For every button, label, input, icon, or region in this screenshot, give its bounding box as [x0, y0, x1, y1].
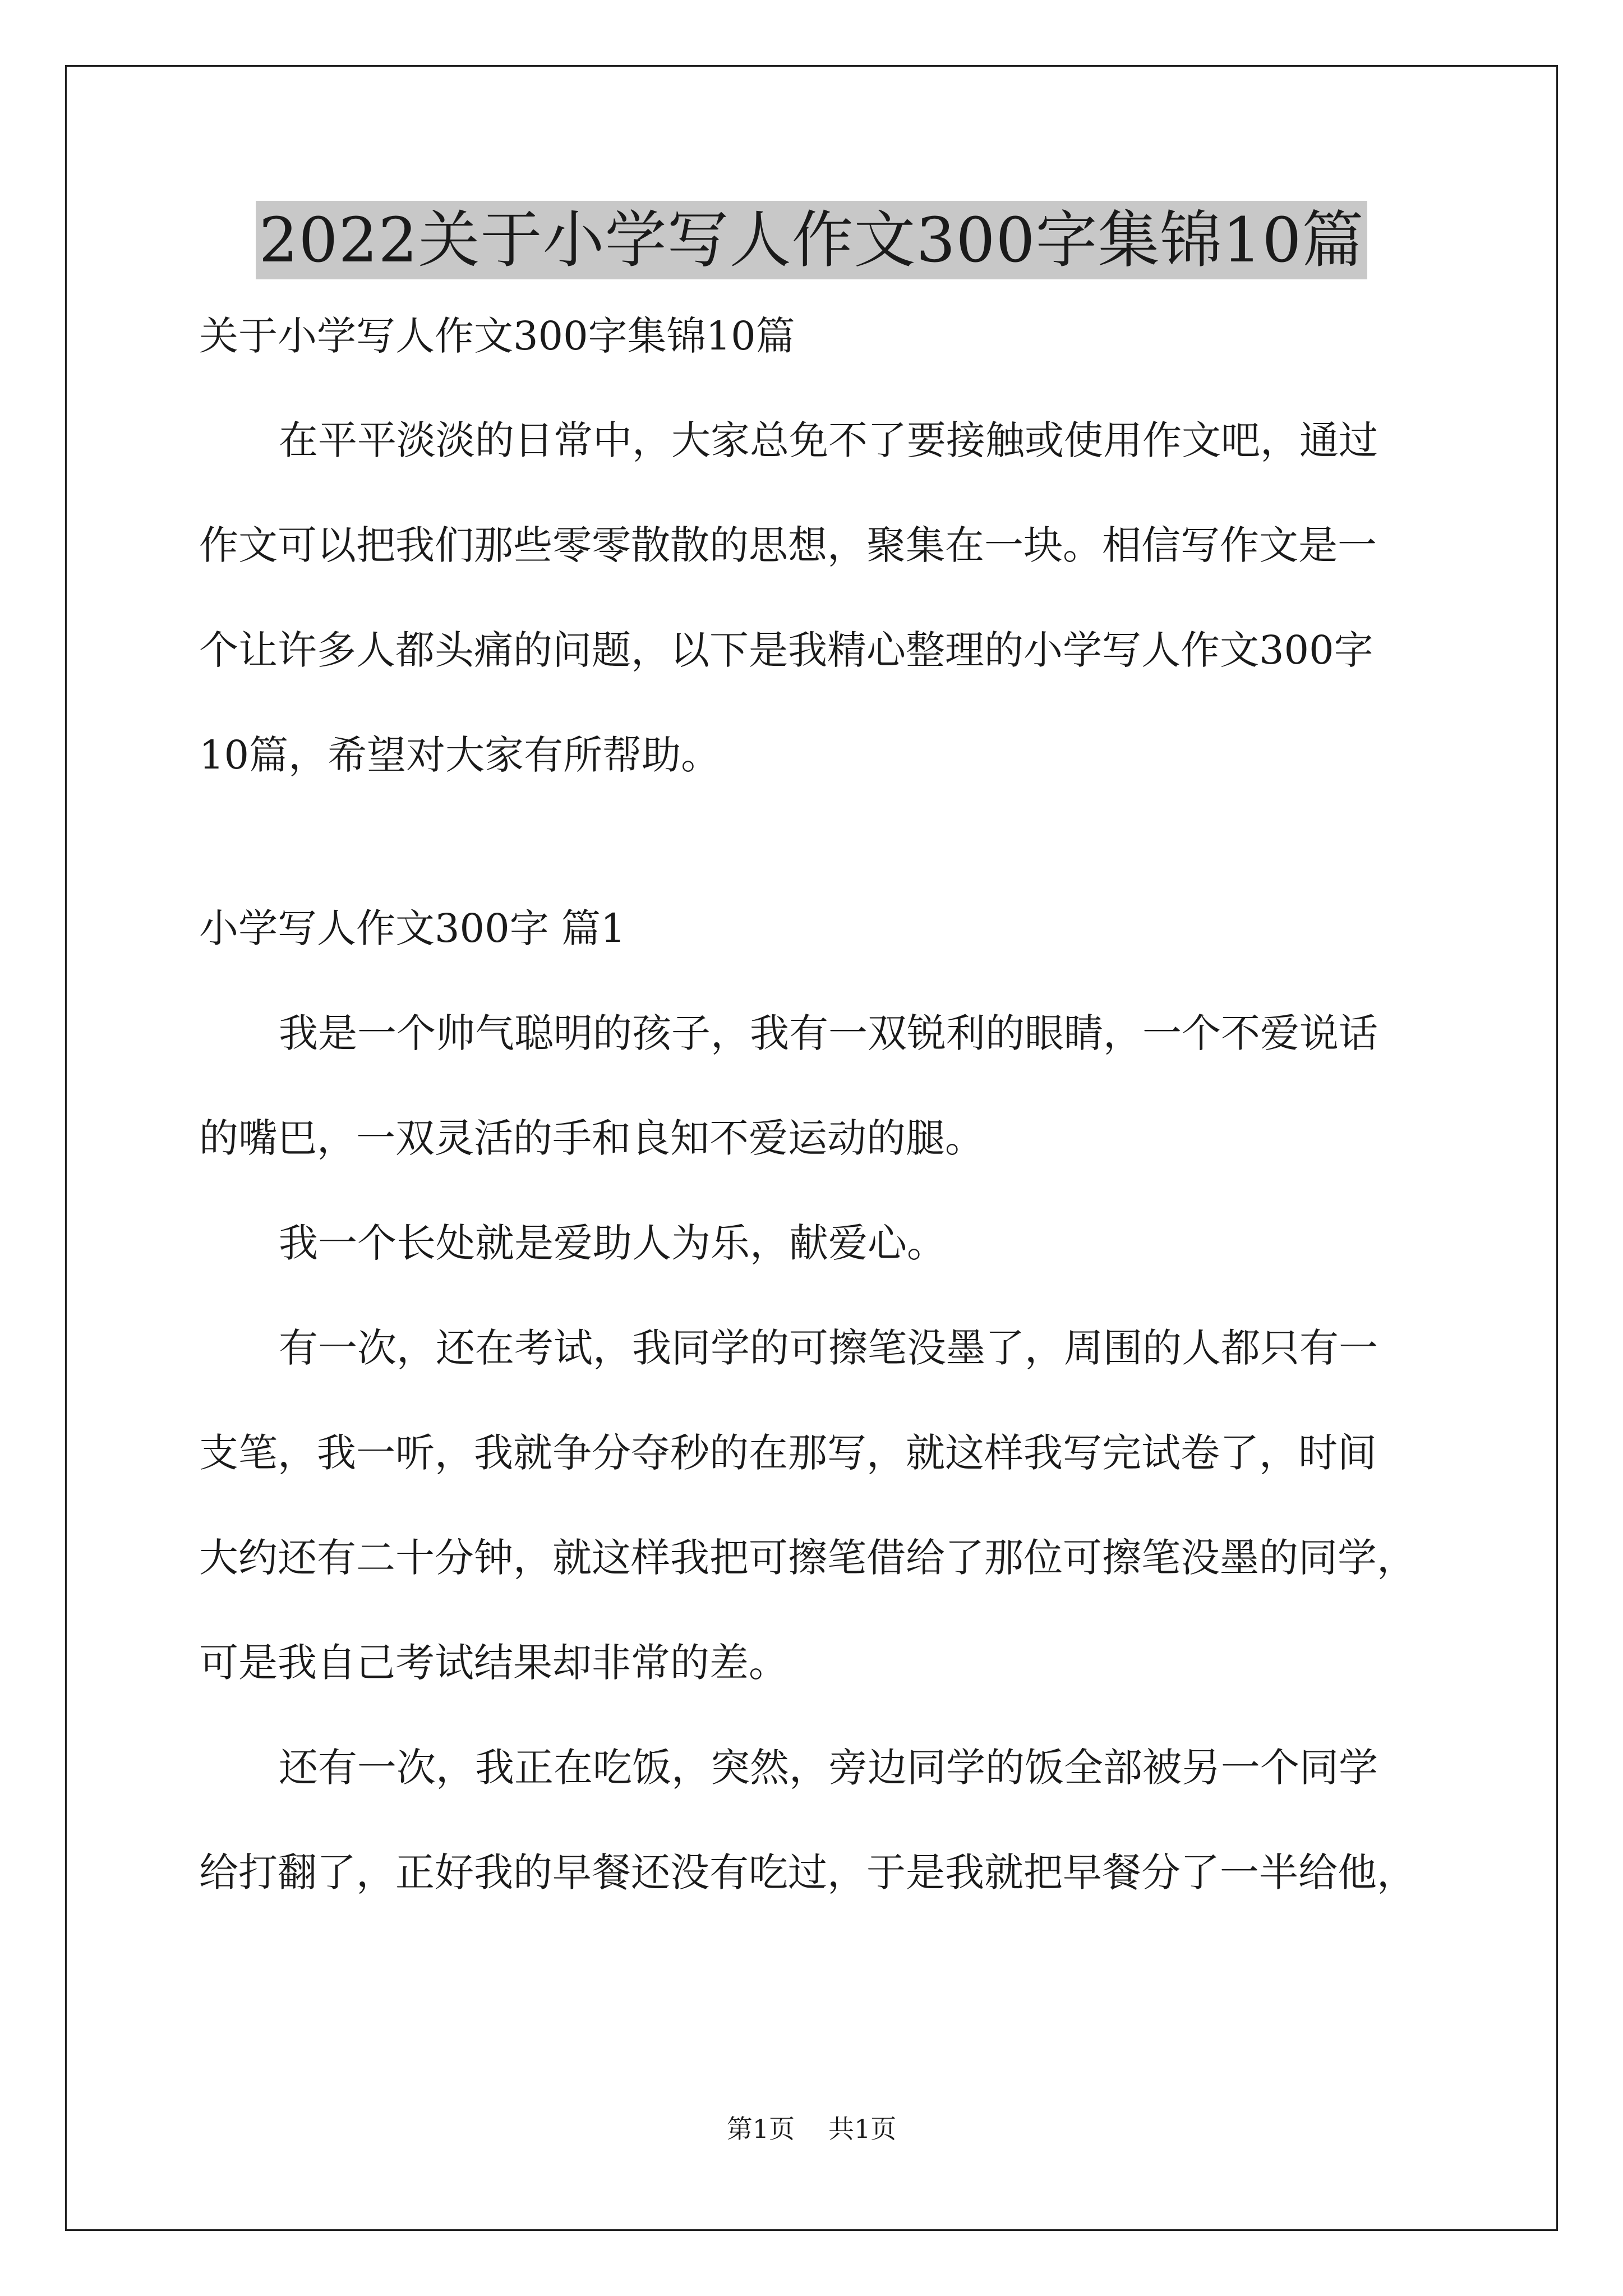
section-line-2: 的嘴巴，一双灵活的手和良知不爱运动的腿。 [199, 1115, 984, 1161]
section-line-3: 我一个长处就是爱助人为乐，献爱心。 [279, 1220, 946, 1266]
section-line-8: 还有一次，我正在吃饭，突然，旁边同学的饭全部被另一个同学 [279, 1745, 1378, 1791]
section-line-1: 我是一个帅气聪明的孩子，我有一双锐利的眼睛，一个不爱说话 [279, 1010, 1378, 1056]
section-line-4: 有一次，还在考试，我同学的可擦笔没墨了，周围的人都只有一 [279, 1325, 1378, 1371]
section-line-9: 给打翻了，正好我的早餐还没有吃过，于是我就把早餐分了一半给他， [199, 1849, 1416, 1895]
section-line-7: 可是我自己考试结果却非常的差。 [199, 1640, 788, 1686]
section-line-6: 大约还有二十分钟，就这样我把可擦笔借给了那位可擦笔没墨的同学， [199, 1535, 1416, 1581]
intro-line-1: 在平平淡淡的日常中，大家总免不了要接触或使用作文吧，通过 [279, 417, 1378, 463]
title-container [0, 201, 1623, 279]
document-title: 2022关于小学写人作文300字集锦10篇 [256, 201, 1368, 279]
page-number-total: 共1页 [828, 2114, 897, 2144]
section-heading: 小学写人作文300字 篇1 [199, 905, 626, 951]
intro-line-2: 作文可以把我们那些零零散散的思想，聚集在一块。相信写作文是一 [199, 522, 1377, 568]
intro-line-4: 10篇，希望对大家有所帮助。 [199, 732, 721, 778]
section-line-5: 支笔，我一听，我就争分夺秒的在那写，就这样我写完试卷了，时间 [199, 1430, 1377, 1476]
document-body [199, 310, 1455, 1951]
page-footer [0, 2112, 1623, 2146]
intro-line-3: 个让许多人都头痛的问题，以下是我精心整理的小学写人作文300字 [199, 627, 1373, 673]
page-number-current: 第1页 [726, 2114, 795, 2144]
document-subtitle: 关于小学写人作文300字集锦10篇 [199, 313, 795, 359]
